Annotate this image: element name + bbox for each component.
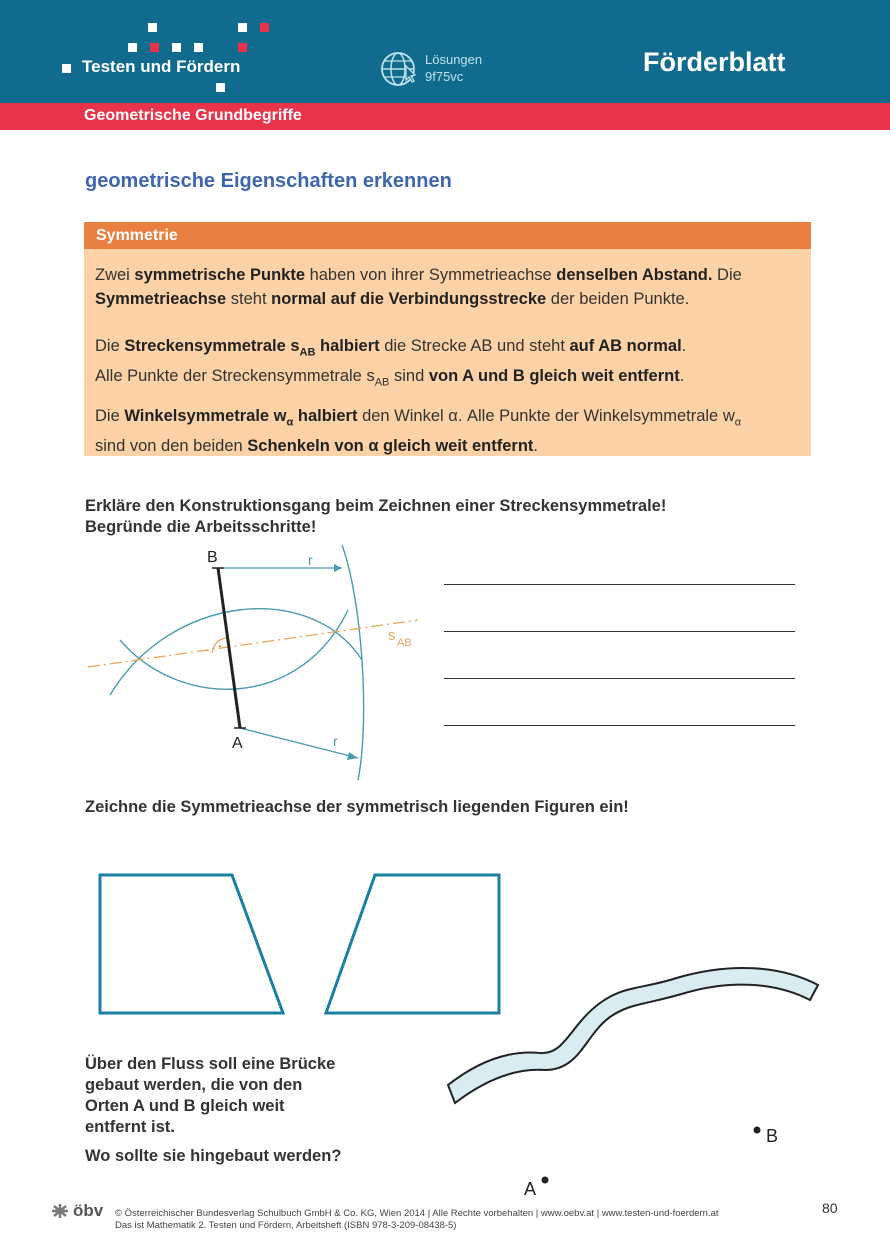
- answer-line-3[interactable]: [444, 678, 795, 679]
- label-river-a: A: [524, 1179, 537, 1199]
- publisher-logo: öbv: [73, 1201, 104, 1220]
- task-1: Erkläre den Konstruktionsgang beim Zeichnen einer Streckensymmetrale! Begründe die Arbeitsschritte!: [85, 497, 667, 536]
- label-river-b: B: [766, 1126, 779, 1146]
- point-b: [754, 1127, 761, 1134]
- info-paragraph-3: Die Winkelsymmetrale $w_\alpha$ halbiert den Winkel α. Alle Punkte der Winkelsymmetrale $w_\alpha$ sind von den beiden Schenkeln von α gleich weit entfernt.: [95, 407, 742, 456]
- publisher-logo-icon: [50, 1203, 70, 1219]
- info-paragraph-1: Zwei symmetrische Punkte haben von ihrer Symmetrieachse denselben Abstand. Die Symmetrieachse steht normal auf die Verbindungsstrecke der beiden Punkte.: [95, 266, 742, 308]
- section-heading: geometrische Eigenschaften erkennen: [85, 170, 452, 192]
- page-title: Förderblatt: [643, 47, 786, 77]
- label-r-top: r: [308, 552, 313, 568]
- river-figure: [440, 955, 830, 1205]
- info-box-title: Symmetrie: [96, 227, 178, 244]
- task-3: Über den Fluss soll eine Brücke gebaut werden, die von den Orten A und B gleich weit entfernt ist. Wo sollte sie hingebaut werden?: [85, 1055, 342, 1165]
- label-a: A: [232, 735, 243, 752]
- topic-label: Geometrische Grundbegriffe: [84, 107, 302, 124]
- globe-icon[interactable]: [380, 50, 418, 88]
- label-s-sub: AB: [397, 637, 412, 649]
- trapezoid-left: [100, 875, 283, 1013]
- brand-name: Testen und Fördern: [82, 57, 241, 76]
- label-b: B: [207, 549, 218, 566]
- solutions-code[interactable]: 9f75vc: [425, 69, 464, 84]
- arc-from-a: [110, 609, 362, 695]
- header-bar: [0, 0, 890, 103]
- task-2: Zeichne die Symmetrieachse der symmetrisch liegenden Figuren ein!: [85, 798, 629, 816]
- answer-line-1[interactable]: [444, 584, 795, 585]
- page-number: 80: [822, 1200, 838, 1216]
- topic-band: [0, 103, 890, 130]
- construction-figure: [80, 540, 440, 790]
- answer-line-4[interactable]: [444, 725, 795, 726]
- point-a: [542, 1177, 549, 1184]
- info-box-header: [84, 222, 811, 249]
- footer-text: © Österreichischer Bundesverlag Schulbuch GmbH & Co. KG, Wien 2014 | Alle Rechte vorbehalten | www.oebv.at | www.testen-und-foerdern.at Das ist Mathematik 2. Testen und Fördern, Arbeitsheft (ISBN 978-3-209-08438-5): [115, 1208, 719, 1231]
- bisector-line: [88, 620, 418, 667]
- label-s: s: [388, 627, 396, 644]
- info-paragraph-2: Die Streckensymmetrale $s_{AB}$ halbiert die Strecke AB und steht auf AB normal. Alle Punkte der Streckensymmetrale $s_{AB}$ sind von A und B gleich weit entfernt.: [95, 337, 687, 389]
- label-r-bottom: r: [333, 733, 338, 749]
- solutions-label: Lösungen: [425, 52, 483, 67]
- river: [448, 968, 818, 1103]
- answer-line-2[interactable]: [444, 631, 795, 632]
- arc-right: [342, 545, 364, 780]
